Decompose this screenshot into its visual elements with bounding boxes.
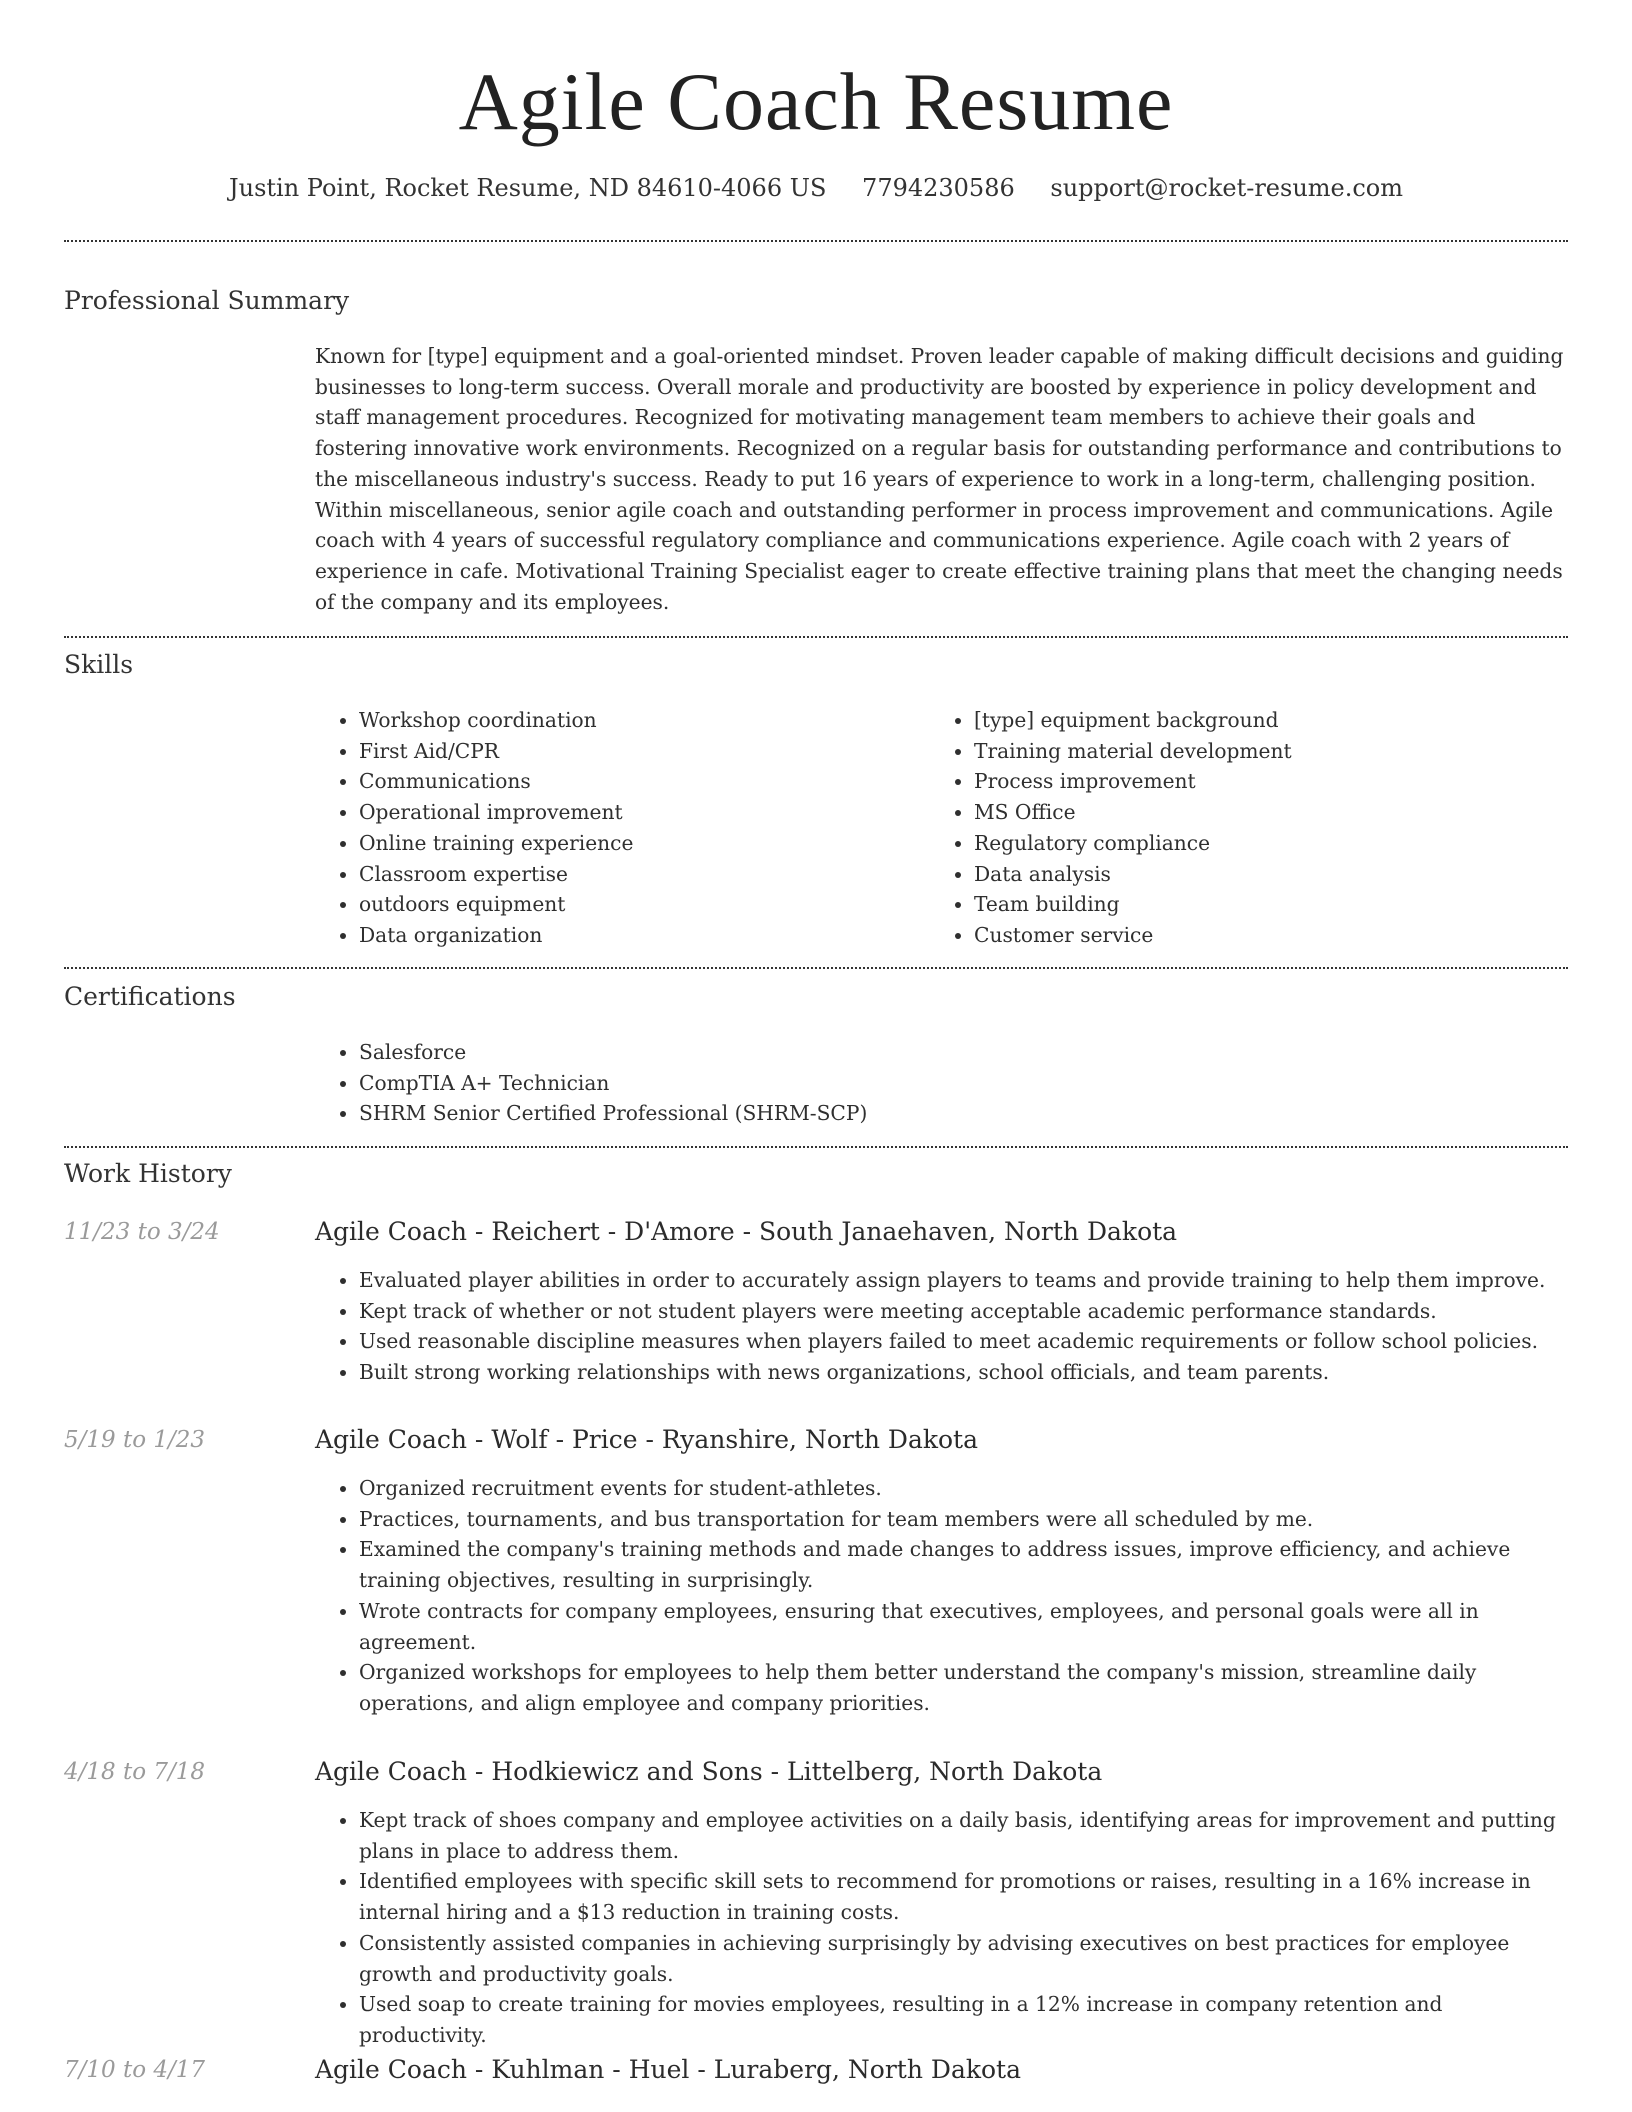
job-bullet: • Kept track of whether or not student players were meeting acceptable academic performance standards. (359, 1296, 1567, 1327)
contact-email: support@rocket-resume.com (1050, 174, 1404, 202)
certification-item: • SHRM Senior Certified Professional (SHRM-SCP) (359, 1098, 1215, 1129)
job-bullets (315, 1473, 1567, 1719)
skill-item: • Data analysis (974, 859, 1510, 890)
resume-title: Agile Coach Resume (458, 56, 1174, 147)
job-title: Agile Coach - Wolf - Price - Ryanshire, North Dakota (315, 1425, 979, 1454)
divider (64, 240, 1568, 242)
summary-heading: Professional Summary (64, 286, 350, 315)
skill-item: • MS Office (974, 797, 1510, 828)
job-title: Agile Coach - Kuhlman - Huel - Luraberg, North Dakota (315, 2055, 1022, 2084)
skill-item: • Classroom expertise (359, 859, 895, 890)
skill-item: • Team building (974, 889, 1510, 920)
certification-item: • CompTIA A+ Technician (359, 1068, 1215, 1099)
job-dates: 5/19 to 1/23 (64, 1427, 206, 1453)
skill-item: • Data organization (359, 920, 895, 951)
skill-item: • Customer service (974, 920, 1510, 951)
skill-item: • [type] equipment background (974, 705, 1510, 736)
job-bullet: • Built strong working relationships with news organizations, school officials, and team parents. (359, 1357, 1567, 1388)
job-bullet: • Consistently assisted companies in achieving surprisingly by advising executives on best practices for employee growth and productivity goals. (359, 1928, 1567, 1989)
skills-heading: Skills (64, 650, 134, 679)
job-title: Agile Coach - Hodkiewicz and Sons - Littelberg, North Dakota (315, 1757, 1103, 1786)
job-bullet: • Identified employees with specific skill sets to recommend for promotions or raises, resulting in a 16% increase in internal hiring and a $13 reduction in training costs. (359, 1866, 1567, 1927)
skill-item: • Training material development (974, 736, 1510, 767)
job-bullet: • Kept track of shoes company and employee activities on a daily basis, identifying areas for improvement and putting plans in place to address them. (359, 1805, 1567, 1866)
work-history-heading: Work History (64, 1159, 232, 1188)
skill-item: • Regulatory compliance (974, 828, 1510, 859)
summary-text: Known for [type] equipment and a goal-oriented mindset. Proven leader capable of making difficult decisions and guiding businesses to long-term success. Overall morale and productivity are boosted by experience in policy development and staff management procedures. Recognized for motivating management team members to achieve their goals and fostering innovative work environments. Recognized on a regular basis for outstanding performance and contributions to the miscellaneous industry's success. Ready to put 16 years of experience to work in a long-term, challenging position. Within miscellaneous, senior agile coach and outstanding performer in process improvement and communications. Agile coach with 4 years of successful regulatory compliance and communications experience. Agile coach with 2 years of experience in cafe. Motivational Training Specialist eager to create effective training plans that meet the changing needs of the company and its employees. (315, 344, 1564, 614)
certification-item: • Salesforce (359, 1037, 1215, 1068)
skill-item: • Operational improvement (359, 797, 895, 828)
job-bullet: • Used reasonable discipline measures when players failed to meet academic requirements or follow school policies. (359, 1326, 1567, 1357)
job-dates: 11/23 to 3/24 (64, 1219, 220, 1245)
skills-list-left (315, 705, 895, 951)
job-bullet: • Examined the company's training methods and made changes to address issues, improve efficiency, and achieve training objectives, resulting in surprisingly. (359, 1534, 1567, 1595)
job-bullet: • Evaluated player abilities in order to accurately assign players to teams and provide training to help them improve. (359, 1265, 1567, 1296)
skill-item: • outdoors equipment (359, 889, 895, 920)
divider (64, 1146, 1568, 1148)
contact-phone: 7794230586 (862, 174, 1015, 202)
skill-item: • First Aid/CPR (359, 736, 895, 767)
job-bullet: • Organized workshops for employees to help them better understand the company's mission, streamline daily operations, and align employee and company priorities. (359, 1657, 1567, 1718)
job-title: Agile Coach - Reichert - D'Amore - South Janaehaven, North Dakota (315, 1217, 1178, 1246)
job-bullet: • Used soap to create training for movies employees, resulting in a 12% increase in company retention and productivity. (359, 1989, 1567, 2050)
divider (64, 636, 1568, 638)
job-bullet: • Wrote contracts for company employees, ensuring that executives, employees, and personal goals were all in agreement. (359, 1596, 1567, 1657)
certifications-heading: Certifications (64, 982, 236, 1011)
certifications-list (315, 1037, 1215, 1129)
job-bullet: • Practices, tournaments, and bus transportation for team members were all scheduled by me. (359, 1504, 1567, 1535)
job-bullets (315, 1805, 1567, 2051)
job-bullets (315, 1265, 1567, 1388)
skill-item: • Communications (359, 766, 895, 797)
job-dates: 4/18 to 7/18 (64, 1759, 206, 1785)
skill-item: • Process improvement (974, 766, 1510, 797)
skill-item: • Workshop coordination (359, 705, 895, 736)
contact-address: Justin Point, Rocket Resume, ND 84610-4066 US (228, 174, 827, 202)
job-bullet: • Organized recruitment events for student-athletes. (359, 1473, 1567, 1504)
skill-item: • Online training experience (359, 828, 895, 859)
job-dates: 7/10 to 4/17 (64, 2057, 206, 2083)
contact-line (0, 172, 1632, 204)
skills-list-right (930, 705, 1510, 951)
divider (64, 967, 1568, 969)
